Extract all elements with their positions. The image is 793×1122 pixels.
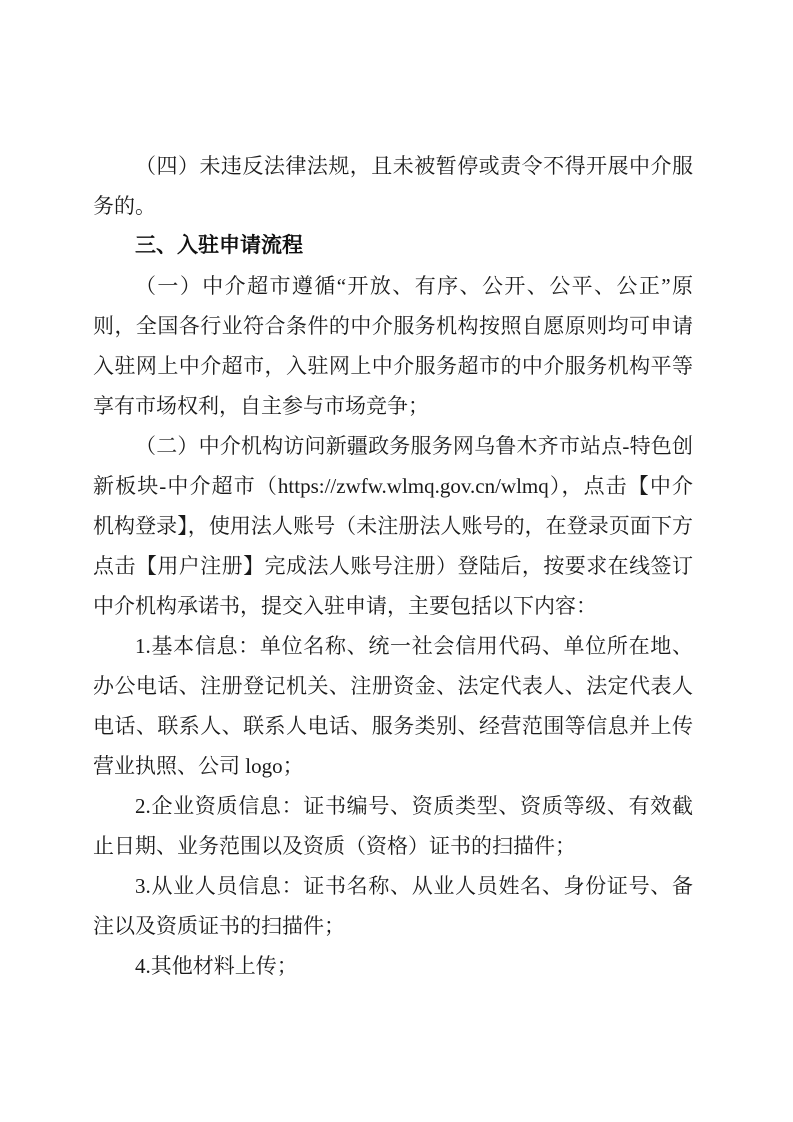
paragraph-list-3-personnel-info: 3.从业人员信息：证书名称、从业人员姓名、身份证号、备注以及资质证书的扫描件；: [93, 874, 693, 938]
section-heading-application-process: 三、入驻申请流程: [135, 234, 303, 257]
paragraph-item-4-eligibility: （四）未违反法律法规，且未被暂停或责令不得开展中介服务的。: [93, 154, 693, 218]
paragraph-list-1-basic-info: 1.基本信息：单位名称、统一社会信用代码、单位所在地、办公电话、注册登记机关、注册资金、法定代表人、法定代表人电话、联系人、联系人电话、服务类别、经营范围等信息并上传营业执照、公司 logo；: [93, 634, 693, 778]
document-text-block: [93, 146, 693, 986]
paragraph-item-2-registration-steps: （二）中介机构访问新疆政务服务网乌鲁木齐市站点-特色创新板块-中介超市（https://zwfw.wlmq.gov.cn/wlmq），点击【中介机构登录】，使用法人账号（未注册法人账号的，在登录页面下方点击【用户注册】完成法人账号注册）登陆后，按要求在线签订中介机构承诺书，提交入驻申请，主要包括以下内容：: [93, 434, 693, 618]
paragraph-list-4-other-materials: 4.其他材料上传；: [135, 954, 298, 978]
paragraph-list-2-qualification-info: 2.企业资质信息：证书编号、资质类型、资质等级、有效截止日期、业务范围以及资质（资格）证书的扫描件；: [93, 794, 693, 858]
paragraph-item-1-principles: （一）中介超市遵循“开放、有序、公开、公平、公正”原则，全国各行业符合条件的中介服务机构按照自愿原则均可申请入驻网上中介超市，入驻网上中介服务超市的中介服务机构平等享有市场权利，自主参与市场竞争；: [93, 274, 693, 418]
